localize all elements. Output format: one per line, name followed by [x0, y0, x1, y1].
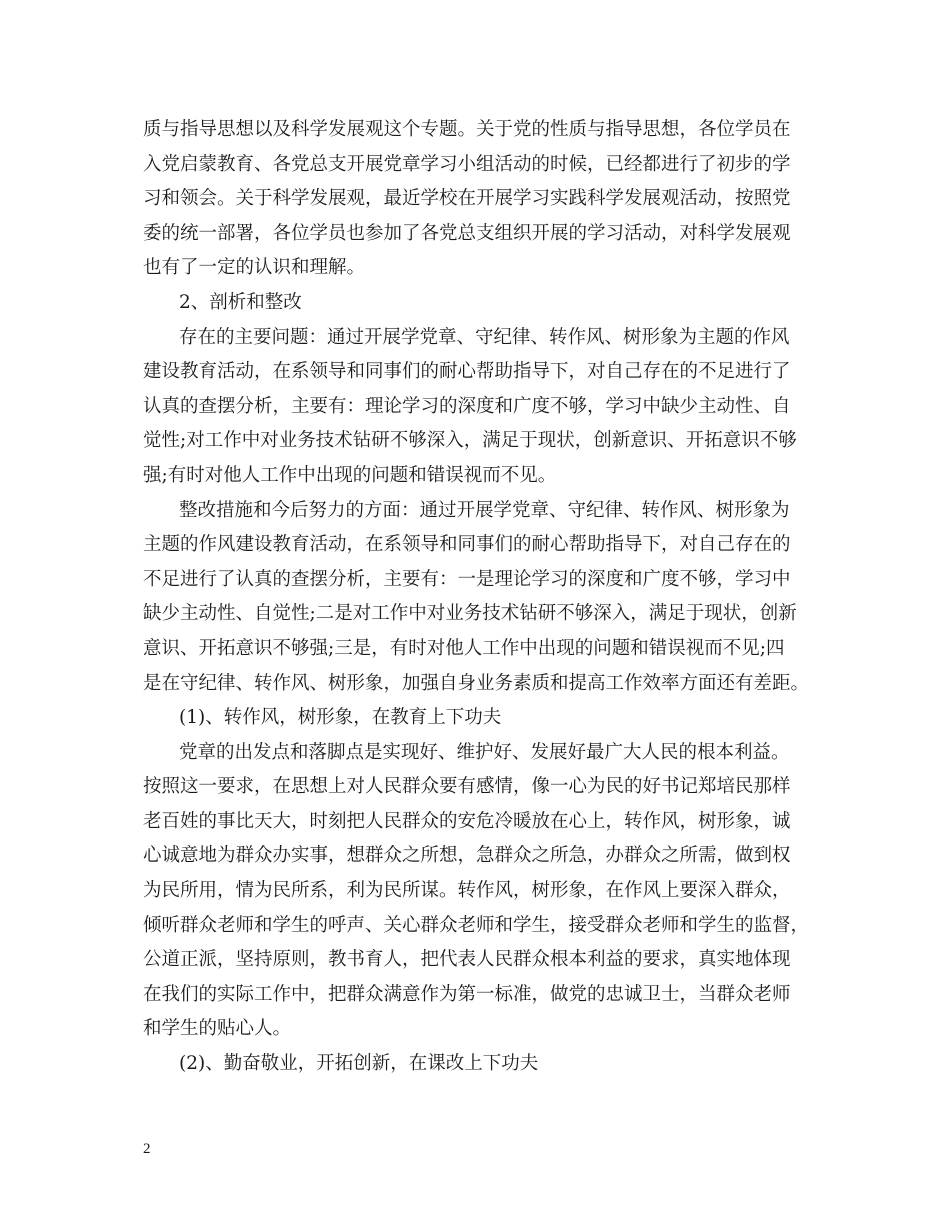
text-line: 缺少主动性、自觉性;二是对工作中对业务技术钻研不够深入，满足于现状，创新 [143, 603, 797, 625]
text-line: 2、剖析和整改 [179, 291, 302, 313]
document-body [143, 113, 813, 1082]
text-line: 在我们的实际工作中，把群众满意作为第一标准，做党的忠诚卫士，当群众老师 [143, 983, 791, 1005]
text-line: 存在的主要问题：通过开展学党章、守纪律、转作风、树形象为主题的作风 [179, 326, 790, 348]
text-line: 强;有时对他人工作中出现的问题和错误视而不见。 [143, 464, 557, 486]
text-line: 老百姓的事比天大，时刻把人民群众的安危冷暖放在心上，转作风，树形象，诚 [143, 810, 791, 832]
text-line: 党章的出发点和落脚点是实现好、维护好、发展好最广大人民的根本利益。 [179, 741, 790, 763]
text-line: 主题的作风建设教育活动，在系领导和同事们的耐心帮助指导下，对自己存在的 [143, 534, 791, 556]
text-line: 觉性;对工作中对业务技术钻研不够深入，满足于现状，创新意识、开拓意识不够 [143, 430, 797, 452]
page-number: 2 [143, 1141, 151, 1157]
text-line: 和学生的贴心人。 [143, 1018, 292, 1040]
text-line: 意识、开拓意识不够强;三是，有时对他人工作中出现的问题和错误视而不见;四 [143, 637, 785, 659]
text-line: 也有了一定的认识和理解。 [143, 257, 366, 279]
text-line: 委的统一部署，各位学员也参加了各党总支组织开展的学习活动，对科学发展观 [143, 222, 791, 244]
text-line: 习和领会。关于科学发展观，最近学校在开展学习实践科学发展观活动，按照党 [143, 188, 791, 210]
text-line: 整改措施和今后努力的方面：通过开展学党章、守纪律、转作风、树形象为 [179, 499, 790, 521]
text-line: 认真的查摆分析，主要有：理论学习的深度和广度不够，学习中缺少主动性、自 [143, 395, 791, 417]
text-line: 公道正派，坚持原则，教书育人，把代表人民群众根本利益的要求，真实地体现 [143, 949, 791, 971]
text-line: (1)、转作风，树形象，在教育上下功夫 [179, 707, 502, 729]
text-line: 质与指导思想以及科学发展观这个专题。关于党的性质与指导思想，各位学员在 [143, 119, 791, 140]
text-line: 心诚意地为群众办实事，想群众之所想，急群众之所急，办群众之所需，做到权 [143, 845, 791, 867]
text-line: 为民所用，情为民所系，利为民所谋。转作风，树形象，在作风上要深入群众， [143, 880, 791, 902]
text-line: (2)、勤奋敬业，开拓创新，在课改上下功夫 [179, 1053, 539, 1075]
text-line: 建设教育活动，在系领导和同事们的耐心帮助指导下，对自己存在的不足进行了 [143, 361, 791, 383]
text-line: 是在守纪律、转作风、树形象，加强自身业务素质和提高工作效率方面还有差距。 [143, 672, 810, 694]
text-line: 按照这一要求，在思想上对人民群众要有感情，像一心为民的好书记郑培民那样 [143, 776, 791, 798]
text-line: 入党启蒙教育、各党总支开展党章学习小组活动的时候，已经都进行了初步的学 [143, 153, 791, 175]
text-line: 倾听群众老师和学生的呼声、关心群众老师和学生，接受群众老师和学生的监督， [143, 914, 810, 936]
text-line: 不足进行了认真的查摆分析，主要有：一是理论学习的深度和广度不够，学习中 [143, 568, 791, 590]
